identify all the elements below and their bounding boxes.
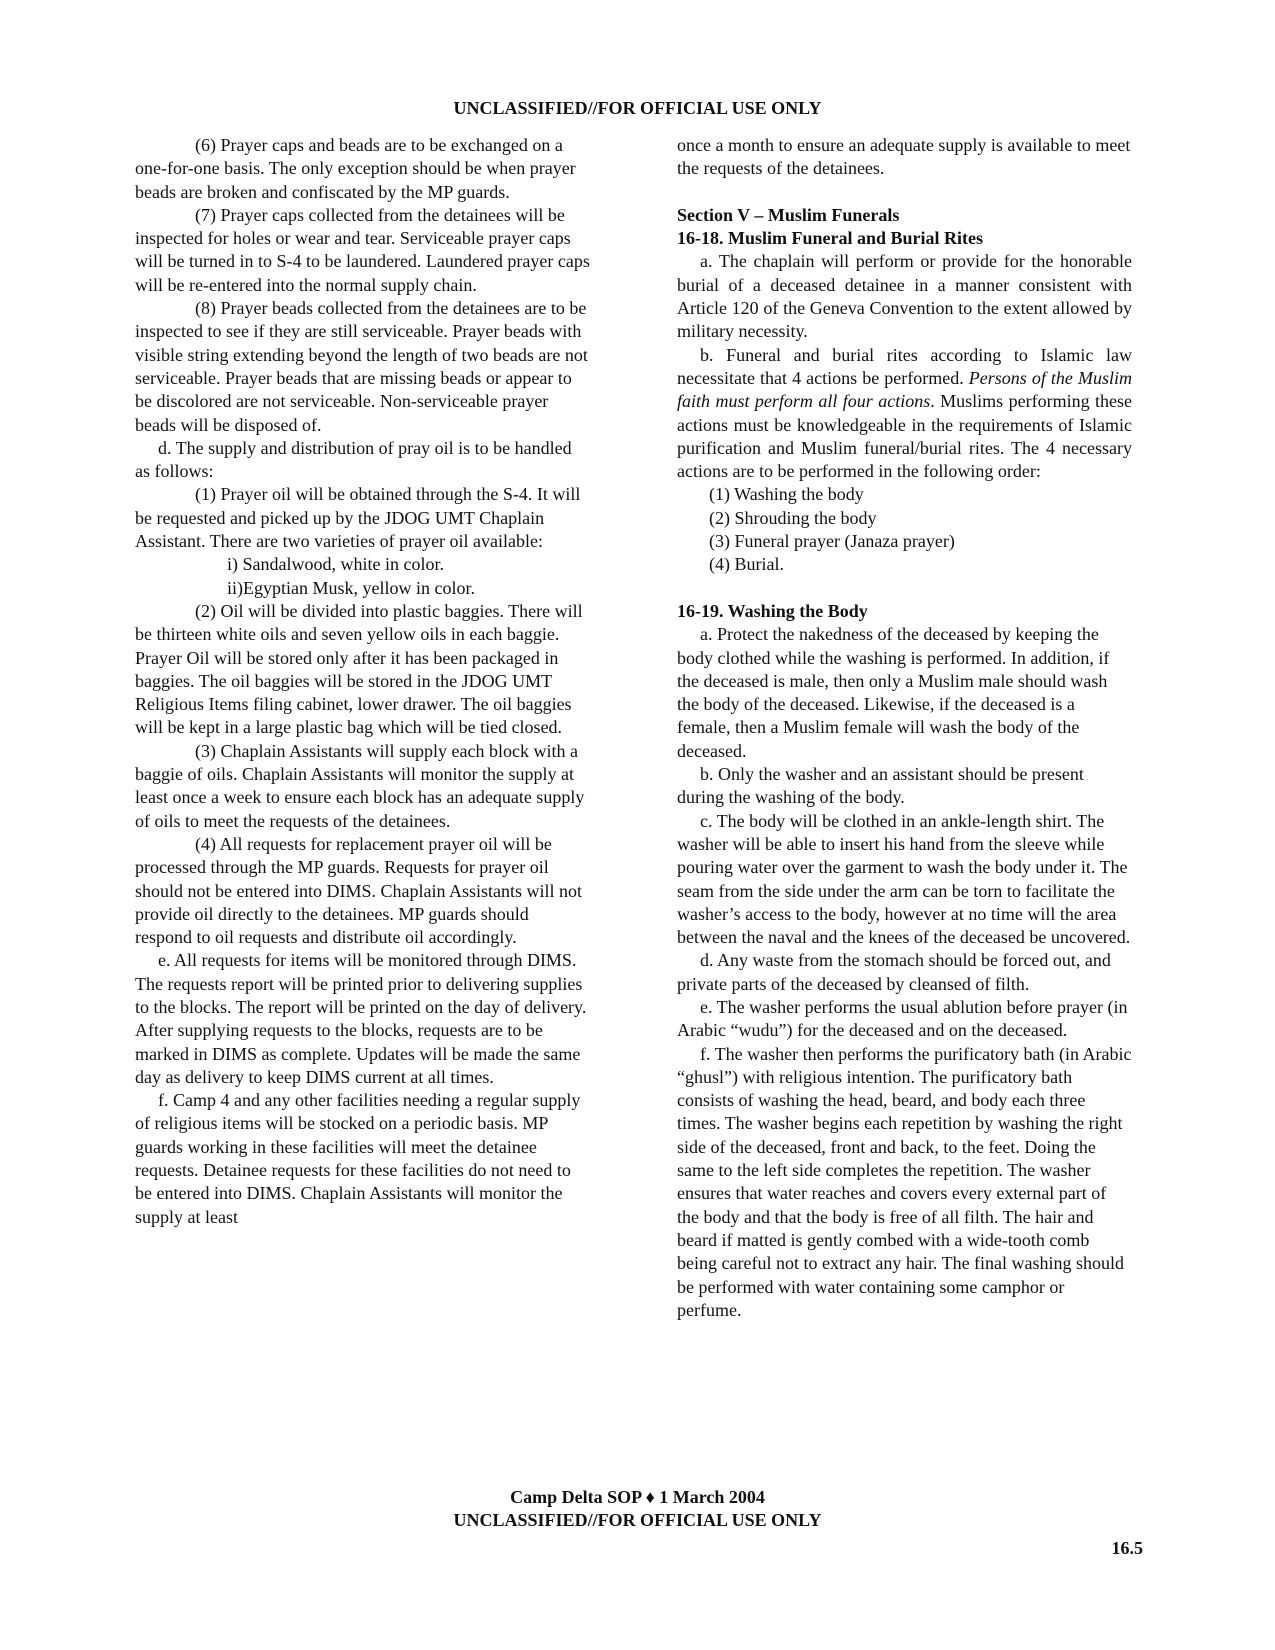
oil-variety-sandalwood: i) Sandalwood, white in color. (227, 554, 444, 575)
section-16-19-a: a. Protect the nakedness of the deceased by keeping the body clothed while the washing is performed. In addition, if the deceased is male, then only a Muslim male should wash the body of the deceased. Likewise, if the deceased is a female, then a Muslim female will wash the body of the deceased. (677, 624, 1110, 761)
action-item: (3) Funeral prayer (Janaza prayer) (709, 531, 955, 552)
action-item: (1) Washing the body (709, 484, 864, 505)
section-16-19-c: c. The body will be clothed in an ankle-length shirt. The washer will be able to insert his hand from the sleeve while pouring water over the garment to wash the body under it. The seam from the side under the arm can be torn to facilitate the washer’s access to the body, however at no time will the area between the naval and the knees of the deceased be uncovered. (677, 810, 1131, 948)
section-16-18-title: 16-18. Muslim Funeral and Burial Rites (677, 228, 984, 249)
section-16-18-b-rest: . Muslims performing these actions must be knowledgeable in the requirements of Islamic purification and Muslim funeral/burial rites. The 4 necessary actions are to be performed in the following order: (677, 391, 1132, 482)
section-16-18-b (677, 344, 1132, 484)
paragraph-8: (8) Prayer beads collected from the detainees are to be inspected to see if they are still serviceable. Prayer beads with visible string extending beyond the length of two beads are not serviceable. Prayer beads that are missing beads or appear to be discolored are not serviceable. Non-serviceable prayer beads will be disposed of. (135, 298, 588, 435)
paragraph-d3: (3) Chaplain Assistants will supply each block with a baggie of oils. Chaplain Assistants will monitor the supply at least once a week to ensure each block has an adequate supply of oils to meet the requests of the detainees. (135, 740, 585, 831)
section-16-18-b-text: b. Funeral and burial rites according to Islamic law necessitate that 4 actions be performed. (677, 344, 1132, 388)
paragraph-d: d. The supply and distribution of pray oil is to be handled as follows: (135, 437, 572, 482)
paragraph-f: f. Camp 4 and any other facilities needing a regular supply of religious items will be stocked on a periodic basis. MP guards working in these facilities will meet the detainee requests. Detainee requests for these facilities do not need to be entered into DIMS. Chaplain Assistants will monitor the supply at least (135, 1090, 581, 1227)
paragraph-d2: (2) Oil will be divided into plastic baggies. There will be thirteen white oils and seven yellow oils in each baggie. Prayer Oil will be stored only after it has been packaged in baggies. The oil baggies will be stored in the JDOG UMT Religious Items filing cabinet, lower drawer. The oil baggies will be kept in a large plastic bag which will be tied closed. (135, 600, 583, 738)
left-column (135, 134, 590, 1229)
classification-header: UNCLASSIFIED//FOR OFFICIAL USE ONLY (453, 98, 822, 118)
section-16-19-e: e. The washer performs the usual ablution before prayer (in Arabic “wudu”) for the deceased and on the deceased. (677, 996, 1128, 1041)
document-title: Camp Delta SOP ♦ 1 March 2004 (510, 1487, 765, 1507)
right-column (677, 134, 1132, 1322)
paragraph-6: (6) Prayer caps and beads are to be exchanged on a one-for-one basis. The only exception should be when prayer beads are broken and confiscated by the MP guards. (135, 135, 576, 202)
action-item: (4) Burial. (709, 554, 784, 575)
paragraph-d1: (1) Prayer oil will be obtained through the S-4. It will be requested and picked up by the JDOG UMT Chaplain Assistant. There are two varieties of prayer oil available: (135, 484, 581, 552)
section-16-19-title: 16-19. Washing the Body (677, 600, 868, 621)
page-number: 16.5 (1111, 1538, 1143, 1558)
section-16-18-b-emphasis: Persons of the Muslim faith must perform all four actions (677, 367, 1132, 412)
action-item: (2) Shrouding the body (709, 507, 877, 528)
paragraph-d4: (4) All requests for replacement prayer oil will be processed through the MP guards. Requests for prayer oil should not be entered into DIMS. Chaplain Assistants will not provide oil directly to the detainees. MP guards should respond to oil requests and distribute oil accordingly. (135, 833, 582, 948)
continued-paragraph: once a month to ensure an adequate supply is available to meet the requests of the detainees. (677, 135, 1131, 179)
paragraph-e: e. All requests for items will be monitored through DIMS. The requests report will be printed prior to delivering supplies to the blocks. The report will be printed on the day of delivery. After supplying requests to the blocks, requests are to be marked in DIMS as complete. Updates will be made the same day as delivery to keep DIMS current at all times. (135, 950, 587, 1087)
section-16-19-b: b. Only the washer and an assistant should be present during the washing of the body. (677, 764, 1084, 808)
paragraph-7: (7) Prayer caps collected from the detainees will be inspected for holes or wear and tear. Serviceable prayer caps will be turned in to S-4 to be laundered. Laundered prayer caps will be re-entered into the normal supply chain. (135, 204, 590, 295)
section-16-18-a: a. The chaplain will perform or provide for the honorable burial of a deceased detainee in a manner consistent with Article 120 of the Geneva Convention to the extent allowed by military necessity. (677, 251, 1132, 342)
classification-footer: UNCLASSIFIED//FOR OFFICIAL USE ONLY (453, 1510, 822, 1530)
page-footer (0, 1486, 1275, 1532)
section-16-19-f: f. The washer then performs the purificatory bath (in Arabic “ghusl”) with religious intention. The purificatory bath consists of washing the head, beard, and body each three times. The washer begins each repetition by washing the right side of the deceased, front and back, to the feet. Doing the same to the left side completes the repetition. The washer ensures that water reaches and covers every external part of the body and that the body is free of all filth. The hair and beard if matted is gently combed with a wide-tooth comb being careful not to extract any hair. The final washing should be performed with water containing some camphor or perfume. (677, 1043, 1132, 1320)
section-16-19-d: d. Any waste from the stomach should be forced out, and private parts of the deceased by cleansed of filth. (677, 950, 1111, 994)
section-title: Section V – Muslim Funerals (677, 204, 900, 225)
oil-variety-musk: ii)Egyptian Musk, yellow in color. (227, 577, 475, 598)
